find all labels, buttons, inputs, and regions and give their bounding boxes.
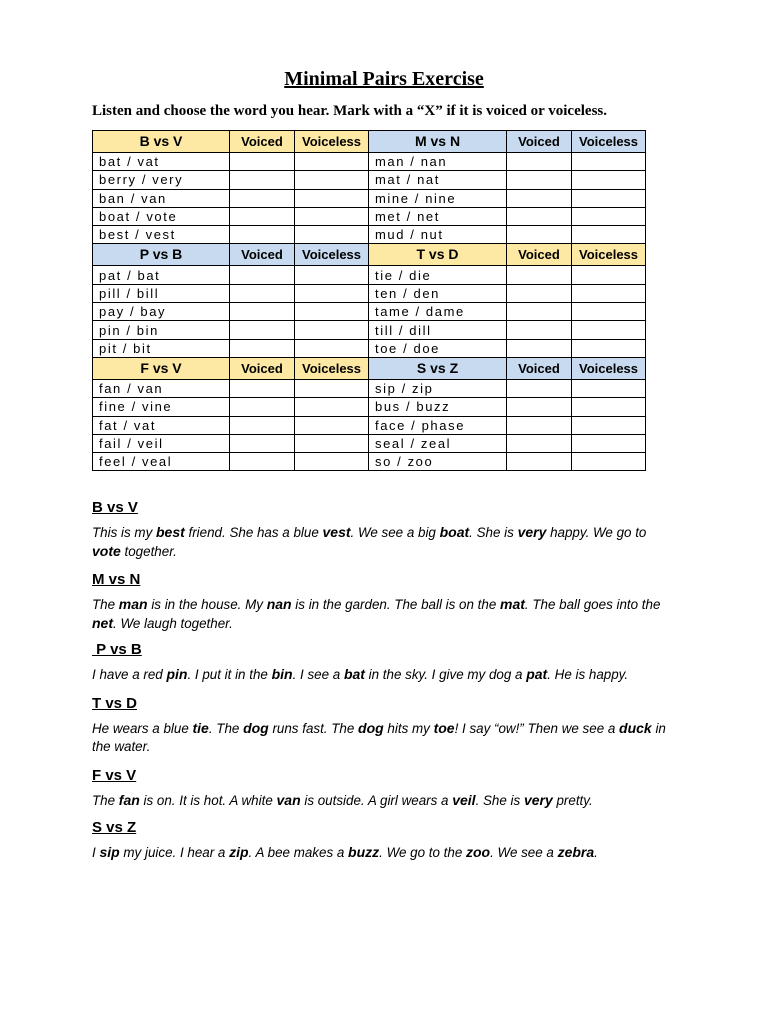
word-pair: so / zoo: [369, 453, 507, 471]
word-pair: pat / bat: [93, 266, 230, 284]
voiced-mark-cell[interactable]: [507, 266, 572, 284]
voiceless-mark-cell[interactable]: [295, 398, 369, 416]
voiceless-mark-cell[interactable]: [572, 434, 646, 452]
story-text-segment: . I see a: [292, 667, 344, 682]
story-text-segment: friend. She has a blue: [184, 525, 323, 540]
section-heading: M vs N: [92, 571, 141, 588]
voiceless-mark-cell[interactable]: [572, 266, 646, 284]
target-word: nan: [266, 596, 292, 612]
word-pair: till / dill: [369, 321, 507, 339]
word-pair: tame / dame: [369, 303, 507, 321]
voiceless-column-header: Voiceless: [295, 357, 369, 379]
target-word: dog: [243, 720, 269, 736]
story-text-segment: in the water.: [92, 721, 670, 754]
voiced-mark-cell[interactable]: [507, 434, 572, 452]
table-row: [93, 434, 646, 452]
pair-group-title: F vs V: [93, 357, 230, 379]
story-text-segment: This is my: [92, 525, 156, 540]
pair-group-title: T vs D: [369, 244, 507, 266]
table-row: [93, 303, 646, 321]
section-story-text: [92, 843, 672, 862]
story-text-segment: my juice. I hear a: [119, 845, 230, 860]
target-word: duck: [619, 720, 652, 736]
target-word: vest: [322, 524, 351, 540]
target-word: bat: [343, 666, 365, 682]
word-pair: fail / veil: [93, 434, 230, 452]
voiceless-mark-cell[interactable]: [572, 379, 646, 397]
section-heading: F vs V: [92, 767, 137, 784]
voiceless-mark-cell[interactable]: [572, 453, 646, 471]
voiceless-mark-cell[interactable]: [295, 453, 369, 471]
word-pair: ten / den: [369, 284, 507, 302]
table-row: [93, 284, 646, 302]
target-word: bin: [271, 666, 293, 682]
table-header-row: [93, 357, 646, 379]
voiced-column-header: Voiced: [507, 357, 572, 379]
voiced-mark-cell[interactable]: [507, 189, 572, 207]
story-text-segment: runs fast. The: [268, 721, 359, 736]
voiceless-mark-cell[interactable]: [295, 207, 369, 225]
target-word: dog: [358, 720, 384, 736]
voiced-column-header: Voiced: [230, 244, 295, 266]
voiced-mark-cell[interactable]: [507, 339, 572, 357]
voiceless-column-header: Voiceless: [572, 244, 646, 266]
story-section: [92, 765, 672, 810]
story-text-segment: . We go to the: [379, 845, 466, 860]
table-header-row: [93, 244, 646, 266]
voiced-column-header: Voiced: [507, 131, 572, 153]
story-text-segment: . I put it in the: [187, 667, 272, 682]
section-story-text: [92, 719, 672, 756]
voiced-mark-cell[interactable]: [507, 284, 572, 302]
voiceless-mark-cell[interactable]: [572, 171, 646, 189]
voiceless-mark-cell[interactable]: [295, 266, 369, 284]
voiceless-mark-cell[interactable]: [572, 189, 646, 207]
pair-group-title: S vs Z: [369, 357, 507, 379]
voiceless-mark-cell[interactable]: [295, 339, 369, 357]
voiceless-column-header: Voiceless: [572, 357, 646, 379]
voiceless-mark-cell[interactable]: [295, 321, 369, 339]
story-text-segment: I have a red: [92, 667, 167, 682]
story-section: [92, 569, 672, 633]
word-pair: bus / buzz: [369, 398, 507, 416]
voiceless-mark-cell[interactable]: [572, 303, 646, 321]
voiced-mark-cell[interactable]: [230, 321, 295, 339]
target-word: very: [517, 524, 547, 540]
story-text-segment: is outside. A girl wears a: [300, 793, 453, 808]
voiced-mark-cell[interactable]: [230, 416, 295, 434]
target-word: zebra: [557, 844, 595, 860]
target-word: toe: [433, 720, 455, 736]
table-row: [93, 266, 646, 284]
story-text-segment: hits my: [383, 721, 434, 736]
story-text-segment: . We laugh together.: [113, 616, 233, 631]
story-text-segment: I: [92, 845, 100, 860]
section-story-text: [92, 523, 672, 561]
voiceless-mark-cell[interactable]: [572, 226, 646, 244]
story-text-segment: is in the house. My: [147, 597, 267, 612]
voiced-mark-cell[interactable]: [230, 284, 295, 302]
target-word: van: [276, 792, 301, 808]
voiceless-mark-cell[interactable]: [295, 379, 369, 397]
story-text-segment: . He is happy.: [547, 667, 629, 682]
word-pair: sip / zip: [369, 379, 507, 397]
voiceless-mark-cell[interactable]: [295, 226, 369, 244]
table-row: [93, 189, 646, 207]
story-text-segment: He wears a blue: [92, 721, 193, 736]
target-word: zip: [229, 844, 249, 860]
section-heading: T vs D: [92, 695, 138, 712]
voiced-mark-cell[interactable]: [507, 398, 572, 416]
story-text-segment: is on. It is hot. A white: [139, 793, 277, 808]
word-pair: berry / very: [93, 171, 230, 189]
target-word: best: [155, 524, 185, 540]
voiceless-mark-cell[interactable]: [295, 153, 369, 171]
target-word: buzz: [348, 844, 380, 860]
voiceless-mark-cell[interactable]: [295, 171, 369, 189]
word-pair: seal / zeal: [369, 434, 507, 452]
voiceless-column-header: Voiceless: [295, 244, 369, 266]
word-pair: mat / nat: [369, 171, 507, 189]
word-pair: face / phase: [369, 416, 507, 434]
table-row: [93, 321, 646, 339]
target-word: vote: [92, 543, 121, 559]
voiceless-mark-cell[interactable]: [572, 339, 646, 357]
voiced-mark-cell[interactable]: [507, 303, 572, 321]
word-pair: mine / nine: [369, 189, 507, 207]
table-row: [93, 379, 646, 397]
word-pair: pit / bit: [93, 339, 230, 357]
section-heading: B vs V: [92, 499, 138, 516]
story-text-segment: together.: [120, 544, 177, 559]
voiced-mark-cell[interactable]: [230, 303, 295, 321]
table-row: [93, 226, 646, 244]
story-text-segment: . We see a: [490, 845, 558, 860]
voiced-mark-cell[interactable]: [507, 321, 572, 339]
voiceless-column-header: Voiceless: [572, 131, 646, 153]
voiced-mark-cell[interactable]: [230, 207, 295, 225]
story-section: [92, 693, 672, 756]
section-heading: P vs B: [92, 641, 142, 658]
target-word: veil: [452, 792, 476, 808]
voiced-mark-cell[interactable]: [230, 339, 295, 357]
story-text-segment: happy. We go to: [546, 525, 651, 540]
target-word: tie: [192, 720, 209, 736]
voiced-column-header: Voiced: [507, 244, 572, 266]
table-row: [93, 416, 646, 434]
word-pair: best / vest: [93, 226, 230, 244]
table-row: [93, 171, 646, 189]
voiceless-mark-cell[interactable]: [572, 398, 646, 416]
voiceless-mark-cell[interactable]: [295, 284, 369, 302]
voiced-mark-cell[interactable]: [507, 153, 572, 171]
voiced-mark-cell[interactable]: [507, 379, 572, 397]
story-section: [92, 817, 672, 862]
word-pair: pin / bin: [93, 321, 230, 339]
voiced-mark-cell[interactable]: [230, 153, 295, 171]
target-word: fan: [118, 792, 140, 808]
voiced-column-header: Voiced: [230, 131, 295, 153]
target-word: sip: [99, 844, 120, 860]
story-text-segment: . The ball goes into the: [524, 597, 665, 612]
voiced-mark-cell[interactable]: [230, 189, 295, 207]
voiced-mark-cell[interactable]: [230, 453, 295, 471]
table-row: [93, 453, 646, 471]
voiceless-mark-cell[interactable]: [572, 321, 646, 339]
target-word: boat: [439, 524, 470, 540]
target-word: man: [118, 596, 148, 612]
instructions: Listen and choose the word you hear. Mark with a “X” if it is voiced or voiceless.: [92, 103, 607, 119]
word-pair: ban / van: [93, 189, 230, 207]
word-pair: pill / bill: [93, 284, 230, 302]
table-row: [93, 339, 646, 357]
voiced-mark-cell[interactable]: [507, 207, 572, 225]
table-row: [93, 398, 646, 416]
voiceless-mark-cell[interactable]: [572, 153, 646, 171]
target-word: pat: [526, 666, 548, 682]
word-pair: man / nan: [369, 153, 507, 171]
story-text-segment: . She is: [469, 525, 518, 540]
story-text-segment: . We see a big: [350, 525, 440, 540]
minimal-pairs-table: [92, 130, 646, 471]
target-word: zoo: [466, 844, 491, 860]
page-title: Minimal Pairs Exercise: [284, 68, 484, 90]
voiced-mark-cell[interactable]: [230, 398, 295, 416]
voiceless-mark-cell[interactable]: [572, 284, 646, 302]
voiced-mark-cell[interactable]: [507, 416, 572, 434]
target-word: mat: [500, 596, 525, 612]
voiceless-mark-cell[interactable]: [295, 189, 369, 207]
voiceless-mark-cell[interactable]: [295, 416, 369, 434]
story-text-segment: .: [594, 845, 598, 860]
target-word: net: [92, 615, 113, 631]
voiceless-column-header: Voiceless: [295, 131, 369, 153]
story-text-segment: . She is: [475, 793, 524, 808]
story-section: [92, 639, 672, 684]
table-row: [93, 207, 646, 225]
word-pair: mud / nut: [369, 226, 507, 244]
table-row: [93, 153, 646, 171]
word-pair: toe / doe: [369, 339, 507, 357]
story-text-segment: ! I say “ow!” Then we see a: [454, 721, 620, 736]
story-text-segment: in the sky. I give my dog a: [364, 667, 527, 682]
section-story-text: [92, 595, 672, 633]
voiced-mark-cell[interactable]: [230, 434, 295, 452]
word-pair: fat / vat: [93, 416, 230, 434]
story-text-segment: . A bee makes a: [248, 845, 349, 860]
section-story-text: [92, 791, 672, 810]
target-word: very: [523, 792, 553, 808]
voiced-mark-cell[interactable]: [507, 453, 572, 471]
voiced-mark-cell[interactable]: [230, 226, 295, 244]
story-text-segment: is in the garden. The ball is on the: [291, 597, 501, 612]
voiced-mark-cell[interactable]: [230, 171, 295, 189]
pair-group-title: B vs V: [93, 131, 230, 153]
word-pair: fine / vine: [93, 398, 230, 416]
voiced-mark-cell[interactable]: [507, 226, 572, 244]
voiceless-mark-cell[interactable]: [295, 434, 369, 452]
word-pair: bat / vat: [93, 153, 230, 171]
story-section: [92, 497, 672, 561]
target-word: pin: [166, 666, 188, 682]
story-text-segment: The: [92, 793, 119, 808]
section-heading: S vs Z: [92, 819, 137, 836]
word-pair: feel / veal: [93, 453, 230, 471]
word-pair: tie / die: [369, 266, 507, 284]
pair-group-title: P vs B: [93, 244, 230, 266]
voiced-mark-cell[interactable]: [230, 379, 295, 397]
story-text-segment: The: [92, 597, 119, 612]
table-header-row: [93, 131, 646, 153]
story-text-segment: . The: [208, 721, 244, 736]
voiced-column-header: Voiced: [230, 357, 295, 379]
section-story-text: [92, 665, 672, 684]
word-pair: met / net: [369, 207, 507, 225]
voiceless-mark-cell[interactable]: [572, 207, 646, 225]
voiced-mark-cell[interactable]: [230, 266, 295, 284]
word-pair: pay / bay: [93, 303, 230, 321]
voiced-mark-cell[interactable]: [507, 171, 572, 189]
voiceless-mark-cell[interactable]: [572, 416, 646, 434]
word-pair: boat / vote: [93, 207, 230, 225]
word-pair: fan / van: [93, 379, 230, 397]
voiceless-mark-cell[interactable]: [295, 303, 369, 321]
story-text-segment: pretty.: [552, 793, 593, 808]
pair-group-title: M vs N: [369, 131, 507, 153]
